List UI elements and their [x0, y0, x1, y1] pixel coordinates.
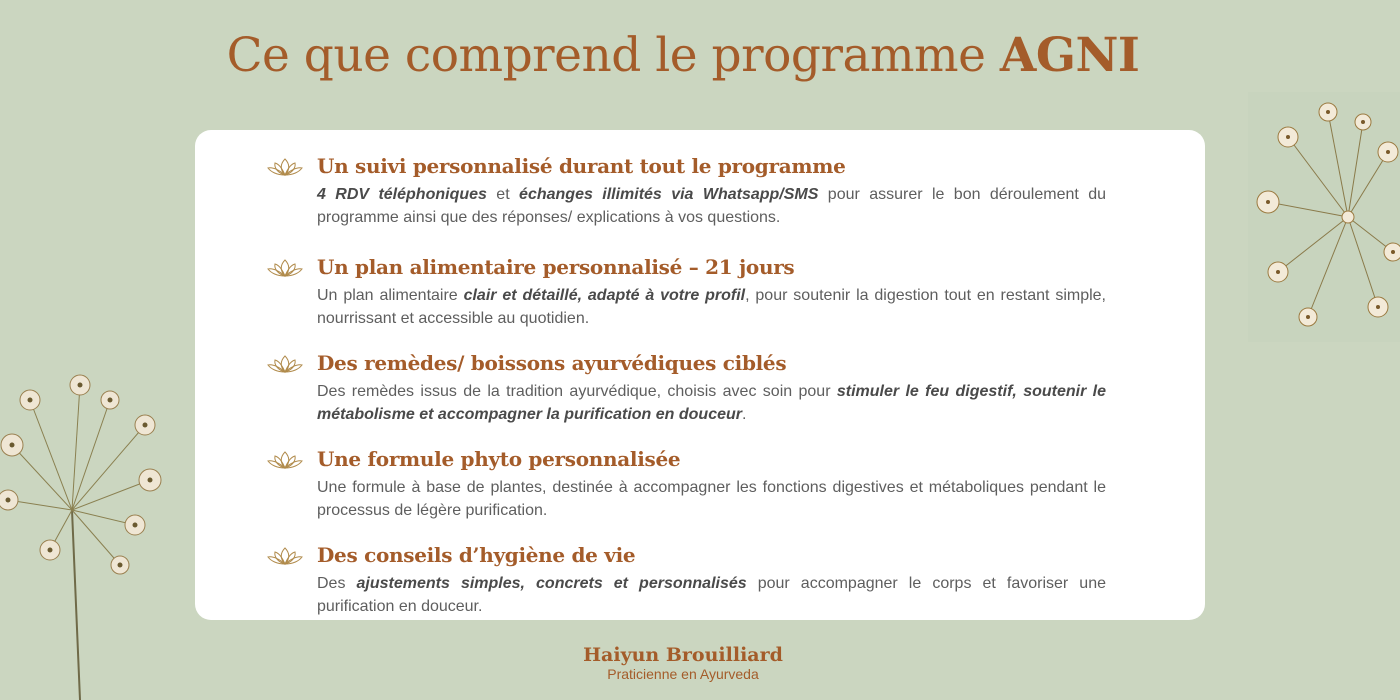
practitioner-role: Praticienne en Ayurveda — [607, 666, 759, 682]
program-item — [195, 241, 1205, 327]
page-title-highlight: AGNI — [999, 28, 1140, 83]
item-title: Des conseils d’hygiène de vie — [317, 543, 636, 567]
item-description: 4 RDV téléphoniques et échanges illimités via Whatsapp/SMS pour assurer le bon déroulement du programme ainsi que des réponses/ explications à vos questions. — [317, 186, 1107, 226]
lotus-icon — [267, 545, 303, 567]
item-description: Des remèdes issus de la tradition ayurvédique, choisis avec soin pour stimuler le feu digestif, soutenir le métabolisme et accompagner la purification en douceur. — [317, 383, 1107, 423]
item-description: Des ajustements simples, concrets et personnalisés pour accompagner le corps et favoriser une purification en douceur. — [317, 575, 1107, 615]
lotus-icon — [267, 156, 303, 178]
lotus-icon — [267, 449, 303, 471]
lotus-icon — [267, 353, 303, 375]
item-title: Des remèdes/ boissons ayurvédiques ciblés — [317, 351, 787, 375]
program-item — [195, 529, 1205, 615]
item-title: Une formule phyto personnalisée — [317, 447, 681, 471]
program-item — [195, 140, 1205, 226]
item-title: Un plan alimentaire personnalisé – 21 jours — [317, 255, 795, 279]
lotus-icon — [267, 257, 303, 279]
page-title — [0, 28, 1366, 83]
item-description: Un plan alimentaire clair et détaillé, adapté à votre profil, pour soutenir la digestion tout en restant simple, nourrissant et accessible au quotidien. — [317, 287, 1107, 327]
flower-decoration-right — [1248, 92, 1400, 342]
item-description: Une formule à base de plantes, destinée à accompagner les fonctions digestives et métaboliques pendant le processus de légère purification. — [317, 479, 1106, 519]
practitioner-name: Haiyun Brouilliard — [583, 644, 783, 666]
program-card — [195, 130, 1205, 620]
program-item — [195, 433, 1205, 519]
page-title-prefix: Ce que comprend le programme — [226, 28, 1000, 83]
program-item — [195, 337, 1205, 423]
item-title: Un suivi personnalisé durant tout le programme — [317, 154, 846, 178]
